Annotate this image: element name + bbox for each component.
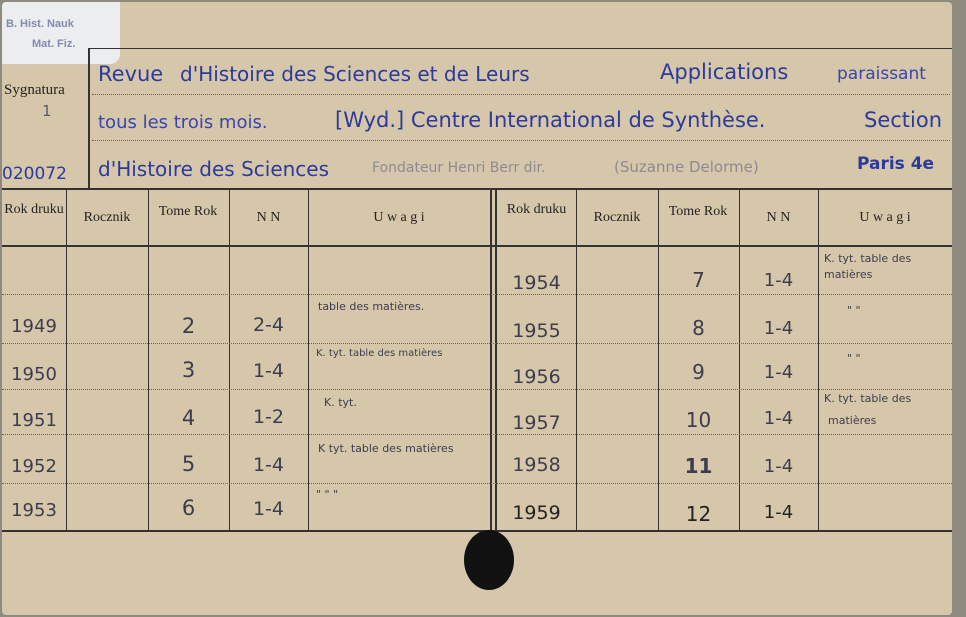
title-rule-1 xyxy=(92,94,950,95)
row-note: table des matières. xyxy=(318,300,425,313)
col-divider xyxy=(308,188,309,530)
row-year: 1951 xyxy=(11,410,57,431)
title-line2-a: tous les trois mois. xyxy=(98,112,268,133)
header-nn: N N xyxy=(256,210,281,225)
title-line3-b: Fondateur Henri Berr dir. xyxy=(372,160,546,176)
row-nn: 1-4 xyxy=(763,270,794,291)
row-nn: 1-4 xyxy=(252,454,285,476)
title-line1-b: d'Histoire des Sciences et de Leurs xyxy=(180,62,530,86)
col-divider xyxy=(229,188,230,530)
row-year: 1954 xyxy=(512,272,561,294)
title-rule-2 xyxy=(92,140,950,141)
row-nn: 1-4 xyxy=(252,498,285,520)
row-year: 1955 xyxy=(512,320,561,342)
catalog-number: 020072 xyxy=(2,164,67,184)
title-line2-b: [Wyd.] Centre International de Synthèse. xyxy=(335,108,766,132)
title-line1-c: Applications xyxy=(660,60,789,84)
row-note: K. tyt. xyxy=(324,396,357,409)
row-note: K tyt. table des matières xyxy=(318,442,454,455)
col-divider-center xyxy=(490,188,492,530)
title-line1-d: paraissant xyxy=(837,64,926,84)
row-year: 1958 xyxy=(512,454,561,476)
row-tome: 8 xyxy=(692,316,705,340)
row-note: " " xyxy=(847,304,861,317)
title-line1-a: Revue xyxy=(98,62,164,86)
header-rocznik: Rocznik xyxy=(83,210,131,225)
col-divider xyxy=(66,188,67,530)
row-rule xyxy=(2,343,952,344)
header-rok-druku: Rok druku xyxy=(4,202,64,217)
title-line3-a: d'Histoire des Sciences xyxy=(98,157,330,181)
header-tome-rok-right: Tome Rok xyxy=(668,204,728,219)
row-rule xyxy=(2,483,952,484)
catalog-card xyxy=(2,2,952,615)
header-nn-right: N N xyxy=(766,210,791,225)
stamp-line-2: Mat. Fiz. xyxy=(32,38,76,50)
row-tome: 9 xyxy=(692,360,705,384)
row-year: 1949 xyxy=(11,316,57,337)
stamp-line-1: B. Hist. Nauk xyxy=(6,18,74,30)
row-nn: 1-2 xyxy=(252,406,285,428)
row-tome: 2 xyxy=(181,314,196,338)
header-tome-rok: Tome Rok xyxy=(158,204,218,219)
row-nn: 1-4 xyxy=(763,408,794,429)
row-note-cont: matières xyxy=(828,414,877,427)
row-tome: 4 xyxy=(181,406,196,430)
row-tome: 12 xyxy=(685,502,712,526)
row-note: K. tyt. table des matières xyxy=(316,348,443,359)
title-line2-c: Section xyxy=(864,108,943,132)
col-divider xyxy=(739,188,740,530)
row-nn: 1-4 xyxy=(763,456,794,477)
row-nn: 1-4 xyxy=(763,362,794,383)
header-uwagi: U w a g i xyxy=(373,210,425,225)
library-stamp xyxy=(2,2,120,64)
row-year: 1953 xyxy=(11,500,57,521)
table-top-rule xyxy=(2,188,952,190)
row-rule xyxy=(2,294,952,295)
row-year: 1959 xyxy=(512,502,561,524)
col-divider-center xyxy=(495,188,497,530)
row-nn: 1-4 xyxy=(763,502,794,523)
row-note: " " " xyxy=(316,488,339,501)
row-year: 1956 xyxy=(512,366,561,388)
row-nn: 1-4 xyxy=(252,360,285,382)
row-nn: 1-4 xyxy=(763,318,794,339)
row-rule xyxy=(2,434,952,435)
header-rok-druku-right: Rok druku xyxy=(506,202,567,217)
sygnatura-label: Sygnatura xyxy=(4,82,65,98)
table-header-rule xyxy=(2,245,952,247)
row-rule xyxy=(2,389,952,390)
row-tome: 11 xyxy=(684,454,713,478)
row-tome: 3 xyxy=(181,358,196,382)
title-top-rule xyxy=(88,48,952,49)
row-year: 1950 xyxy=(11,364,57,385)
row-tome: 10 xyxy=(685,408,712,432)
title-line3-c: (Suzanne Delorme) xyxy=(614,158,759,176)
punch-hole xyxy=(464,530,514,590)
row-note-cont: matières xyxy=(824,268,873,281)
row-note: K. tyt. table des xyxy=(824,252,912,265)
sygnatura-value: 1 xyxy=(42,102,52,120)
row-tome: 7 xyxy=(692,268,705,292)
table-bottom-rule xyxy=(2,530,952,532)
row-note: K. tyt. table des xyxy=(824,392,912,405)
row-year: 1952 xyxy=(11,456,57,477)
row-tome: 5 xyxy=(181,452,196,476)
col-divider xyxy=(818,188,819,530)
col-divider xyxy=(658,188,659,530)
row-year: 1957 xyxy=(512,412,561,434)
header-rocznik-right: Rocznik xyxy=(593,210,641,225)
col-divider xyxy=(576,188,577,530)
sygnatura-divider xyxy=(88,48,90,188)
row-tome: 6 xyxy=(181,496,196,520)
row-nn: 2-4 xyxy=(252,314,285,336)
title-line3-d: Paris 4e xyxy=(857,154,935,174)
header-uwagi-right: U w a g i xyxy=(859,210,911,225)
row-note: " " xyxy=(847,352,861,365)
